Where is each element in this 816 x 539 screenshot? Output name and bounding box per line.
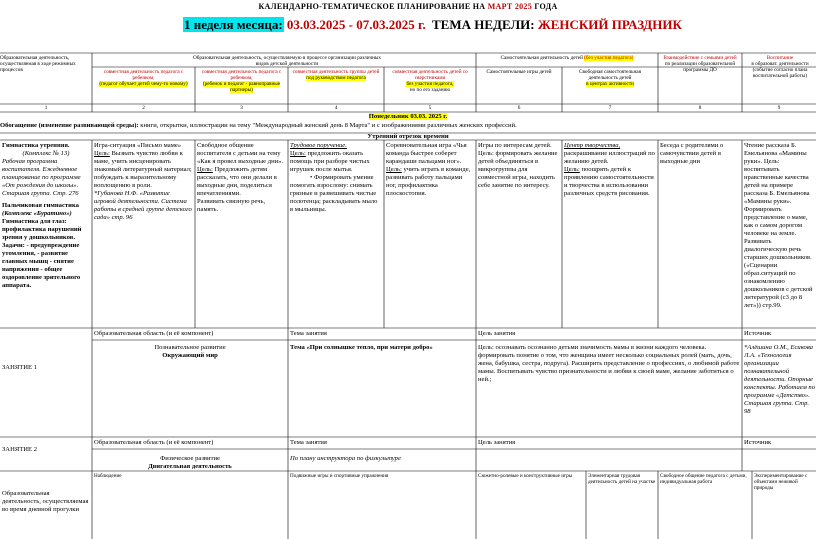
- morning-c8: Беседа с родителями о самочувствии детей в выходные дни: [660, 142, 724, 165]
- m-c1-body: Рабочая программа воспитателя. Ежедневное планирование по программе «От рождения до школы». Старшая группа. Стр. 276: [2, 158, 81, 197]
- head-indep-free: [564, 69, 656, 87]
- head-joint-label: совместная деятельность педагога с ребенком,: [103, 69, 184, 81]
- head-indep-note: (без участия педагога): [584, 55, 634, 61]
- head-guided-label: совместная деятельность группы детей: [292, 69, 380, 75]
- bullet-icon: •: [310, 174, 313, 181]
- morning-c2: [94, 142, 193, 326]
- m-c5-goal-label: Цель:: [386, 166, 402, 173]
- lesson2-area-sub: Двигательная деятельность: [148, 463, 232, 470]
- title-text: КАЛЕНДАРНО-ТЕМАТИЧЕСКОЕ ПЛАНИРОВАНИЕ НА: [258, 2, 486, 11]
- head-partner-note: (ребенок и педагог - равноправные партнеры): [202, 81, 281, 93]
- head-indep-free-label: Свободная самостоятельная деятельность детей: [579, 69, 641, 81]
- day-label-text: Понедельник 03.03. 2025 г.: [368, 113, 448, 120]
- head-family: [660, 55, 740, 73]
- day-label: [0, 113, 816, 121]
- m-c4-goal: предложить оказать помощь при разборе чистых игрушек после мытья.: [290, 150, 370, 173]
- morning-c9: Чтение рассказа Б. Емельянова «Мамины руки». Цель: воспитывать нравственные качества детей на примере рассказа Б. Емельянова «Мамины руки». Формировать представление о маме, как о самом дорогом человеке на земле. Развивать диалогическую речь старших дошкольников. («Сценарии образ.ситуаций по ознакомлению дошкольников с детской литературой (с3 до 8 лет»)) стр.99.: [744, 142, 813, 309]
- head-peers-note2: но по его заданию: [409, 87, 451, 93]
- head-joint: [94, 69, 193, 87]
- lesson2-area-note: (и её компонент): [166, 439, 214, 446]
- m-c3-a: Свободное общение воспитателя с детьми на тему «Как я провел выходные дни».: [197, 142, 284, 165]
- head-upbringing: [744, 55, 816, 79]
- week-label: 1 неделя месяца:: [184, 17, 283, 32]
- head-indep: [478, 55, 656, 61]
- lesson1-source: *Алёшина О.М., Есикова Л.А. «Технология организации познавательной деятельности. Опорные конспекты. Работаем по программе «Детство». Старшая группа. Стр. 98: [744, 344, 816, 415]
- lesson1-area-label: Образовательная область: [94, 330, 165, 337]
- m-c1-b2: (Комплекс «Буратино»): [2, 210, 72, 217]
- head-peers: [386, 69, 474, 93]
- walk-labor: Элементарная трудовая деятельность детей на участке: [588, 473, 656, 485]
- m-c2-a: Игра-ситуация «Письмо маме»: [94, 142, 182, 149]
- col-num-5: 5: [428, 105, 432, 111]
- m-c3-goal-label: Цель:: [197, 166, 213, 173]
- lesson2-area-label: Образовательная область: [94, 439, 165, 446]
- head-indep-games: Самостоятельные игры детей: [486, 69, 552, 75]
- m-c4-goal-label: Цель:: [290, 150, 306, 157]
- env-row: [0, 122, 816, 130]
- m-c2-goal-label: Цель:: [94, 150, 110, 157]
- theme-value: ЖЕНСКИЙ ПРАЗДНИК: [537, 17, 682, 32]
- lesson2-topic: По плану инструктора по физкультуре: [290, 455, 401, 462]
- env-label: Обогащение (изменение развивающей среды):: [0, 122, 139, 129]
- lesson2-topic-head: Тема занятия: [290, 439, 327, 446]
- head-guided: [290, 69, 382, 81]
- head-upbringing-label: Воспитание: [766, 55, 794, 61]
- col-num-3: 3: [240, 105, 243, 111]
- lesson1-topic-head: Тема занятия: [290, 330, 327, 337]
- lesson2-area: [94, 455, 286, 471]
- head-family-label: Взаимодействие с семьями детей: [663, 55, 737, 61]
- m-c4-title: Трудовое поручение.: [290, 142, 347, 149]
- m-c1-b1: Пальчиковая гимнастика: [2, 202, 79, 209]
- head-peers-note: без участия педагога,: [406, 81, 454, 87]
- m-c3-goal: Предложить детям рассказать, что они делали в выходные дни, поделиться впечатлениями.: [197, 166, 277, 197]
- lesson1-area-value: Познавательное развитие: [154, 344, 226, 351]
- m-c7-goal: поощрять детей к проявлению самостоятельности и творчества в использовании различных средств рисования.: [564, 166, 654, 197]
- m-c5-a: Соревновательная игра «Чья команда быстрее соберет карандаши пальцами ног».: [386, 142, 467, 165]
- col-num-9: 9: [777, 105, 781, 111]
- m-c7-goal-label: Цель:: [564, 166, 580, 173]
- lesson1-source-head: Источник: [744, 330, 772, 337]
- lesson1-label: ЗАНЯТИЕ 1: [2, 364, 37, 371]
- title-month: МАРТ 2025: [487, 2, 533, 11]
- morning-c4: [290, 142, 382, 326]
- lesson1-area-head: [94, 330, 286, 338]
- week-info: [183, 17, 426, 33]
- morning-c7: [564, 142, 656, 326]
- walk-talk: Свободное общение педагога с детьми, индивидуальная работа: [660, 473, 747, 485]
- col-num-8: 8: [698, 105, 702, 111]
- lesson2-label: ЗАНЯТИЕ 2: [2, 446, 37, 453]
- lesson1-topic: Тема «При солнышке тепло, при матери добро»: [290, 344, 433, 351]
- env-text: книги, открытки, иллюстрации на тему "Международный женский день 8 Марта" и с изображениями различных женских профессий.: [140, 122, 517, 129]
- col-num-7: 7: [608, 105, 612, 111]
- lesson1-goal-head: Цель занятия: [478, 330, 516, 337]
- m-c4-bullet: Формировать умение помогать взрослому: снимать грязные и развешивать чистые полотенца; раскладывать мыло в мыльницы.: [290, 174, 378, 213]
- m-c3-b: Развивать связную речь, память.: [197, 198, 266, 213]
- m-c1-ref: (Комплекс № 13): [22, 150, 70, 157]
- walk-exp: Экспериментирование с объектами неживой природы: [754, 473, 808, 491]
- m-c2-goal: Вызвать чувство любви к маме, учить инсценировать знакомый литературный материал; побуждать к выразительному воплощению в роли.: [94, 150, 192, 189]
- head-peers-label: совместная деятельность детей со сверстниками: [392, 69, 468, 81]
- morning-label: Утренний отрезок времени: [367, 133, 449, 140]
- m-c1-b3: Гимнастика для глаз: профилактика нарушений зрения у дошкольников. Задачи: - предупреждение утомления, - развитие главных мышц - снятие напряжения - общее оздоровление зрительного аппарата.: [2, 218, 82, 289]
- head-partner: [197, 69, 286, 93]
- m-c5-goal: учить играть в команде, развивать работу пальцами ног, профилактика плоскостопия.: [386, 166, 471, 197]
- morning-c1: [2, 142, 90, 326]
- col-num-1: 1: [44, 105, 48, 111]
- head-indep-label: Самостоятельная деятельность детей: [500, 55, 583, 61]
- walk-games: Подвижные игры и спортивные упражнения: [290, 473, 389, 479]
- lesson2-goal-head: Цель занятия: [478, 439, 516, 446]
- head-indep-free-note: в центрах активности: [586, 81, 634, 87]
- title-year-label: ГОДА: [534, 2, 558, 11]
- lesson1-area-sub: Окружающий мир: [162, 352, 218, 359]
- document-title: [0, 2, 816, 11]
- lesson1-area-note: (и её компонент): [166, 330, 214, 337]
- week-dates: 03.03.2025 - 07.03.2025 г.: [286, 17, 426, 32]
- head-od-group: Образовательная деятельность, осуществляемую в процессе организации различных видов детской деятельности: [193, 55, 381, 67]
- m-c1-title: Гимнастика утренняя.: [2, 142, 70, 149]
- lesson2-source-head: Источник: [744, 439, 772, 446]
- head-guided-note: под руководством педагога: [306, 75, 366, 81]
- walk-role: Сюжетно-ролевые и конструктивные игры: [478, 473, 573, 479]
- lesson2-area-head: [94, 439, 286, 447]
- lesson2-area-value: Физическое развитие: [160, 455, 220, 462]
- head-partner-label: совместная деятельность педагога с ребенком,: [201, 69, 282, 81]
- col-num-2: 2: [142, 105, 145, 111]
- week-header: [0, 15, 816, 35]
- week-theme: [432, 17, 682, 33]
- head-upbringing-note: в образоват. деятельности (событие согласно плана воспитательной работы): [751, 61, 809, 79]
- walk-label: Образовательная деятельность, осуществляемая во время дневной прогулки: [2, 490, 89, 513]
- col-num-4: 4: [334, 105, 338, 111]
- walk-obs: Наблюдение: [94, 473, 122, 479]
- m-c4-bullet-row: [290, 174, 382, 214]
- col-num-6: 6: [517, 105, 521, 111]
- head-joint-note: (педагог обучает детей чему-то новому): [99, 81, 188, 87]
- m-c2-src: *Губанова Н.Ф. «Развитие игровой деятельности. Система работы в средней группе детского сада» стр. 96: [94, 190, 192, 221]
- m-c7-title: Центр творчества,: [564, 142, 621, 149]
- theme-label: ТЕМА НЕДЕЛИ:: [432, 17, 535, 32]
- morning-c5: [386, 142, 474, 326]
- lesson1-goal: Цель: осознавать осознанно детьми значимость мамы в жизни каждого человека. формировать понятие о том, что женщина имеет несколько социальных ролей (мать, дочь, жена, бабушка, сестра, подруга). Расширить представление о профессиях, о любимой работе мамы. Воспитывать чувство признательности и любви к своей маме, желание заботиться о ней.;: [478, 344, 740, 383]
- head-family-note: по реализации образовательной программы ДО: [664, 61, 736, 73]
- morning-c6: Игры по интересам детей. Цель: формировать желание детей объединяться в микрогруппы для совместной игры, находить себе занятие по интересу.: [478, 142, 558, 189]
- m-c7-a: раскрашивание иллюстраций по желанию детей.: [564, 150, 655, 165]
- lesson1-area: [94, 344, 286, 360]
- morning-c3: [197, 142, 286, 326]
- head-regime: Образовательная деятельность, осуществляемая в ходе режимных процессов: [0, 55, 76, 73]
